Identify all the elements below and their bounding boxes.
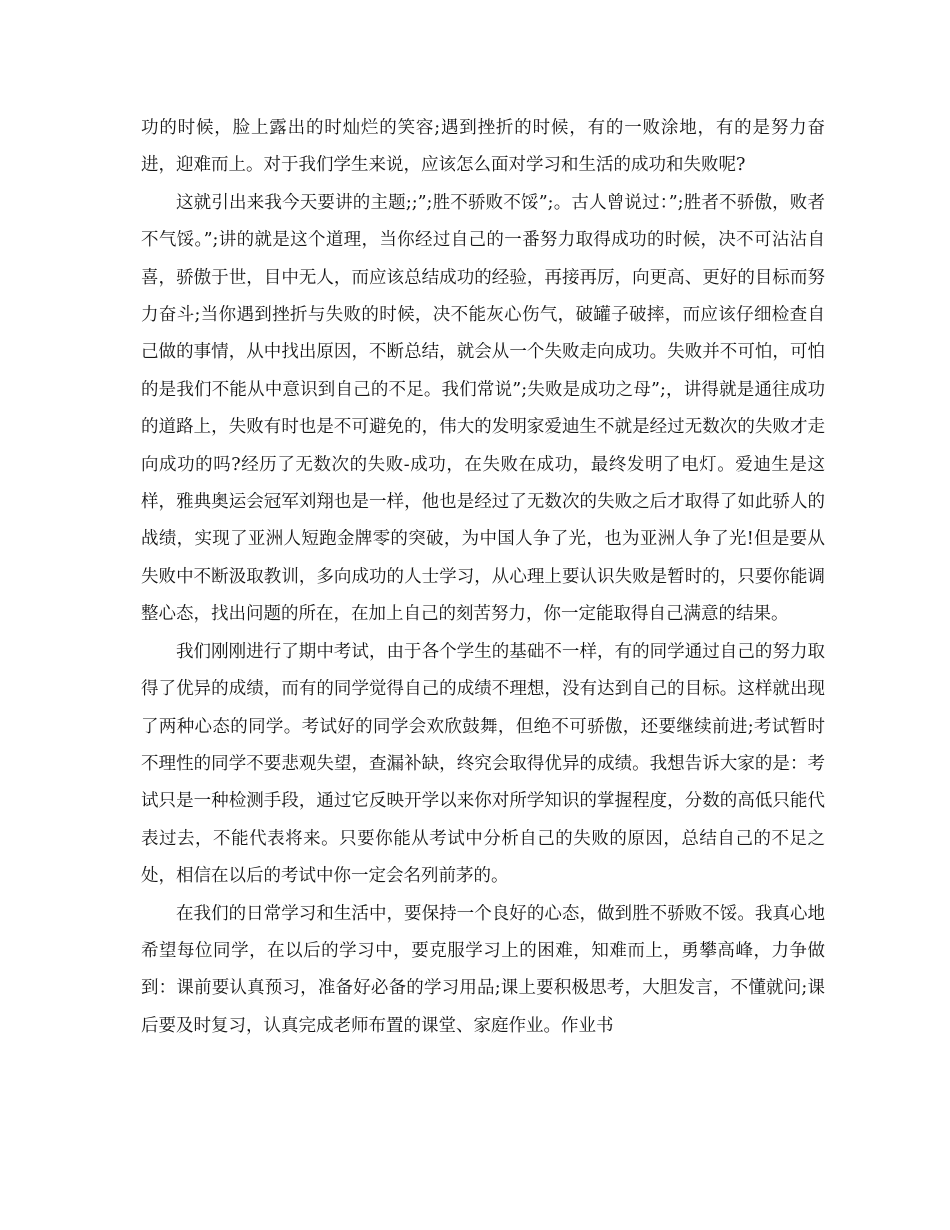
document-body — [141, 110, 825, 1045]
paragraph-1: 功的时候，脸上露出的时灿烂的笑容;遇到挫折的时候，有的一败涂地，有的是努力奋进，迎难而上。对于我们学生来说，应该怎么面对学习和生活的成功和失败呢? — [141, 118, 825, 176]
paragraph-4: 在我们的日常学习和生活中，要保持一个良好的心态，做到胜不骄败不馁。我真心地希望每位同学，在以后的学习中，要克服学习上的困难，知难而上，勇攀高峰，力争做到：课前要认真预习，准备好必备的学习用品;课上要积极思考，大胆发言，不懂就问;课后要及时复习，认真完成老师布置的课堂、家庭作业。作业书 — [141, 903, 825, 1036]
paragraph-3: 我们刚刚进行了期中考试，由于各个学生的基础不一样，有的同学通过自己的努力取得了优异的成绩，而有的同学觉得自己的成绩不理想，没有达到自己的目标。这样就出现了两种心态的同学。考试好的同学会欢欣鼓舞，但绝不可骄傲，还要继续前进;考试暂时不理性的同学不要悲观失望，查漏补缺，终究会取得优异的成绩。我想告诉大家的是：考试只是一种检测手段，通过它反映开学以来你对所学知识的掌握程度，分数的高低只能代表过去，不能代表将来。只要你能从考试中分析自己的失败的原因，总结自己的不足之处，相信在以后的考试中你一定会名列前茅的。 — [141, 641, 825, 887]
paragraph-2: 这就引出来我今天要讲的主题;;”;胜不骄败不馁”;。古人曾说过：”;胜者不骄傲，败者不气馁。”;讲的就是这个道理，当你经过自己的一番努力取得成功的时候，决不可沾沾自喜，骄傲于世，目中无人，而应该总结成功的经验，再接再厉，向更高、更好的目标而努力奋斗;当你遇到挫折与失败的时候，决不能灰心伤气，破罐子破摔，而应该仔细检查自己做的事情，从中找出原因，不断总结，就会从一个失败走向成功。失败并不可怕，可怕的是我们不能从中意识到自己的不足。我们常说”;失败是成功之母”;，讲得就是通往成功的道路上，失败有时也是不可避免的，伟大的发明家爱迪生不就是经过无数次的失败才走向成功的吗?经历了无数次的失败-成功，在失败在成功，最终发明了电灯。爱迪生是这样，雅典奥运会冠军刘翔也是一样，他也是经过了无数次的失败之后才取得了如此骄人的战绩，实现了亚洲人短跑金牌零的突破，为中国人争了光，也为亚洲人争了光!但是要从失败中不断汲取教训，多向成功的人士学习，从心理上要认识失败是暂时的，只要你能调整心态，找出问题的所在，在加上自己的刻苦努力，你一定能取得自己满意的结果。 — [141, 192, 825, 625]
